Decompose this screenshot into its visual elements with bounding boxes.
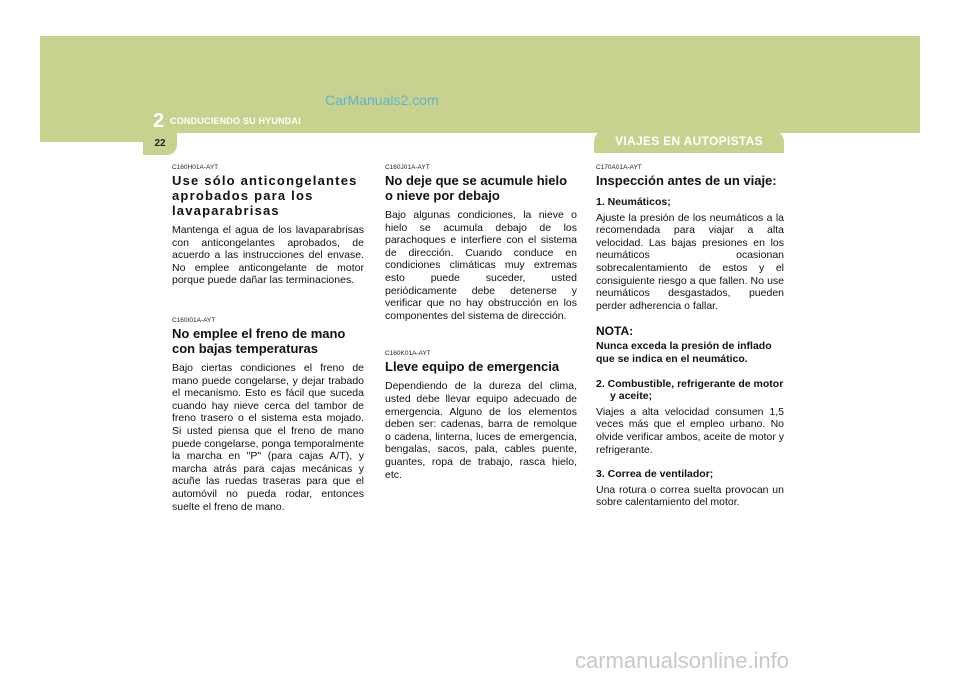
item-3-title: 3. Correa de ventilador; bbox=[596, 468, 714, 481]
chapter-number: 2 bbox=[153, 110, 165, 132]
section-code: C160J01A-AYT bbox=[385, 164, 430, 171]
section-windshield-antifreeze bbox=[172, 164, 364, 287]
chapter-title: CONDUCIENDO SU HYUNDAI bbox=[170, 116, 301, 126]
section-emergency-equipment bbox=[385, 350, 577, 481]
watermark-top-link[interactable]: CarManuals2.com bbox=[325, 92, 439, 108]
section-parking-brake bbox=[172, 317, 364, 513]
item-1-body: Ajuste la presión de los neumáticos a la recomendada para viajar a alta velocidad. Las bajas presiones en los neumáticos ocasionan sobrecalentamiento de estos y el consiguiente riesgo a que fallen. No use neumáticos desgastados, pueden perder adherencia o fallar. bbox=[596, 211, 784, 312]
section-heading: Use sólo anticongelantes aprobados para los lavaparabrisas bbox=[172, 173, 358, 218]
section-code: C160K01A-AYT bbox=[385, 350, 431, 358]
section-heading: Lleve equipo de emergencia bbox=[385, 359, 560, 375]
section-code: C160H01A-AYT bbox=[172, 164, 219, 171]
column-2 bbox=[385, 164, 577, 481]
section-tab: VIAJES EN AUTOPISTAS bbox=[594, 130, 784, 153]
section-heading: No emplee el freno de mano con bajas temperaturas bbox=[172, 325, 346, 356]
item-1-title: 1. Neumáticos; bbox=[596, 196, 671, 208]
section-code: C170A01A-AYT bbox=[596, 164, 642, 171]
note-title: NOTA: bbox=[596, 324, 634, 339]
column-3 bbox=[596, 164, 784, 509]
section-body: Mantenga el agua de los lavaparabrisas con anticongelantes aprobados, de acuerdo a las instrucciones del envase. No emplee anticongelante de motor porque puede dañar las terminaciones. bbox=[172, 224, 364, 287]
section-body: Dependiendo de la dureza del clima, usted debe llevar equipo adecuado de emergencia. Alguno de los elementos deben ser: cadenas, barra de remolque o cadena, linterna, luces de emergencia, bengalas, sacos, pala, cables puente, guantes, ropa de trabajo, rasca hielo, etc. bbox=[385, 380, 577, 481]
section-ice-snow bbox=[385, 164, 577, 322]
section-heading: No deje que se acumule hielo o nieve por debajo bbox=[385, 173, 568, 203]
section-code: C160I01A-AYT bbox=[172, 316, 216, 324]
column-1 bbox=[172, 164, 364, 513]
section-heading: Inspección antes de un viaje: bbox=[596, 173, 777, 188]
section-body: Bajo ciertas condiciones el freno de mano puede congelarse, y dejar trabado el mecanismo. Esto es fácil que suceda cuando hay nieve cerca del tambor de freno trasero o el sistema esta mojado. Si usted piensa que el freno de mano puede congelarse, ponga temporalmente la marcha en "P" (para cajas A/T), y marcha atrás para cajas mecánicas y acuñe las ruedas traseras para que el automóvil no pueda rodar, entonces suelte el freno de mano. bbox=[172, 361, 364, 513]
watermark-bottom-link[interactable]: carmanualsonline.info bbox=[575, 648, 790, 673]
header-band bbox=[40, 36, 920, 142]
section-body: Bajo algunas condiciones, la nieve o hielo se acumula debajo de los parachoques e interfiere con el sistema de dirección. Cuando conduce en condiciones climáticas muy extremas esto puede suceder, usted periódicamente debe detenerse y verificar que no hay obstrucción en los componentes del sistema de dirección. bbox=[385, 209, 577, 322]
item-3-body: Una rotura o correa suelta provocan un sobre calentamiento del motor. bbox=[596, 483, 784, 509]
item-2-title: 2. Combustible, refrigerante de motor y aceite; bbox=[596, 377, 784, 403]
page-number: 22 bbox=[143, 133, 177, 155]
item-2-body: Viajes a alta velocidad consumen 1,5 veces más que el empleo urbano. No olvide verificar ambos, aceite de motor y refrigerante. bbox=[596, 405, 784, 456]
note-text: Nunca exceda la presión de inflado que se indica en el neumático. bbox=[596, 340, 772, 365]
